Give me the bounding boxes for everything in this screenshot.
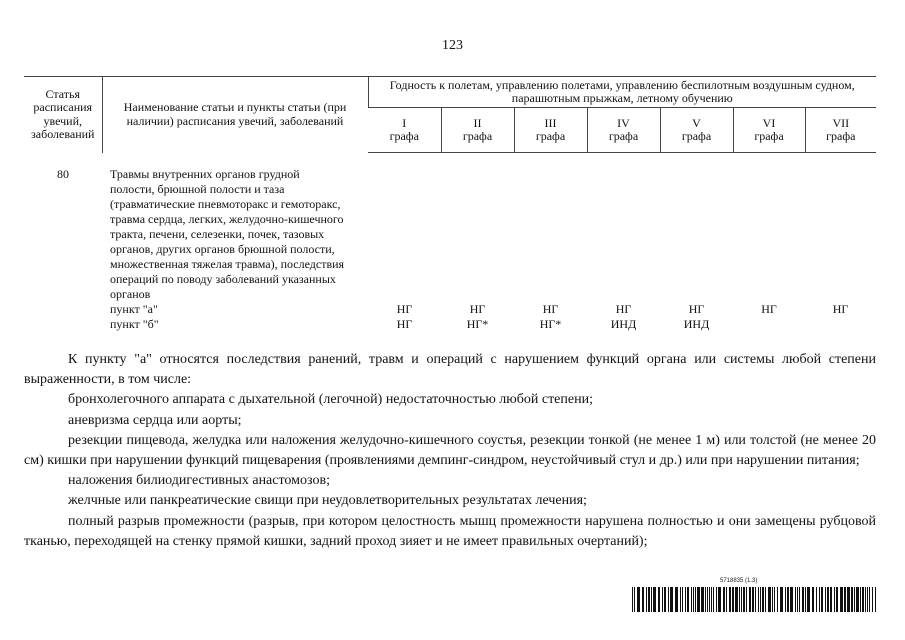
barcode-bar [825, 587, 826, 612]
barcode-bar [662, 587, 663, 612]
barcode-bar [637, 587, 640, 612]
header-graph: III графа [514, 108, 587, 153]
barcode-bar [777, 587, 778, 612]
barcode-bar [729, 587, 731, 612]
point-row [24, 317, 876, 332]
barcode-bar [840, 587, 843, 612]
barcode-bar [680, 587, 681, 612]
barcode-bar [687, 587, 689, 612]
barcode-bar [821, 587, 823, 612]
barcode-bar [795, 587, 796, 612]
barcode-bar [872, 587, 873, 612]
barcode-bar [765, 587, 766, 612]
barcode-bar [749, 587, 751, 612]
barcode-bar [812, 587, 814, 612]
fitness-category: НГ [761, 301, 777, 316]
fitness-category: ИНД [683, 316, 710, 331]
barcode-bar [726, 587, 727, 612]
barcode-bar [709, 587, 710, 612]
barcode-bar [755, 587, 756, 612]
barcode-bar [802, 587, 804, 612]
paragraph: аневризма сердца или аорты; [68, 412, 242, 428]
header-article: Статья расписания увечий, заболеваний [24, 77, 102, 153]
barcode-bar [691, 587, 692, 612]
fitness-category: НГ [469, 301, 486, 316]
article-title-line: органов [110, 286, 151, 301]
fitness-category: НГ [542, 301, 559, 316]
fitness-table [24, 76, 876, 332]
header-graph: VII графа [805, 108, 876, 153]
barcode-bar [735, 587, 738, 612]
paragraph: желчные или панкреатические свищи при неудовлетворительных результатах лечения; [68, 493, 587, 509]
barcode-bar [642, 587, 644, 612]
barcode-bar [854, 587, 855, 612]
barcode-bar [741, 587, 742, 612]
fitness-category [805, 317, 876, 332]
barcode-bar [713, 587, 714, 612]
barcode-bar [851, 587, 853, 612]
article-title-line: тракта, печени, селезенки, почек, тазовых [110, 226, 325, 241]
paragraph: резекции пищевода, желудка или наложения желудочно-кишечного соустья, резекции тонкой (не менее 1 м) или толстой (не менее 20 см) кишки при нарушении функций пищеварения (проявлениями демпинг-синдром, неустойчивый стул и др.) или при нарушении питания; [24, 432, 876, 469]
article-number: 80 [57, 166, 69, 181]
header-graph: VI графа [733, 108, 805, 153]
point-label: пункт "а" [110, 301, 158, 316]
barcode-bar [664, 587, 666, 612]
header-name: Наименование статьи и пункты статьи (при наличии) расписания увечий, заболеваний [102, 77, 368, 153]
barcode-bar [865, 587, 866, 612]
barcode-bar [856, 587, 859, 612]
barcode-bar [682, 587, 683, 612]
barcode-bar [805, 587, 806, 612]
barcode-bar [653, 587, 656, 612]
paragraph: К пункту "а" относятся последствия ранений, травм и операций с нарушением функций органа или системы любой степени выраженности, в том числе: [24, 352, 876, 388]
fitness-category: НГ [688, 301, 705, 316]
barcode-bar [705, 587, 706, 612]
barcode-bar [718, 587, 721, 612]
barcode-bar [675, 587, 678, 612]
fitness-category: НГ* [539, 316, 562, 331]
point-label: пункт "б" [110, 316, 159, 331]
barcode-bar [836, 587, 838, 612]
article-title [102, 153, 368, 302]
fitness-category: НГ [396, 301, 413, 316]
barcode-bar [739, 587, 740, 612]
document-barcode [632, 578, 876, 612]
barcode-bar [648, 587, 650, 612]
barcode-bar [646, 587, 647, 612]
fitness-category: ИНД [610, 316, 637, 331]
barcode-bar [716, 587, 717, 612]
article-title-line: органов, других органов брюшной полости, [110, 241, 335, 256]
article-title-line: (травматические пневмоторакс и гемоторакс, [110, 196, 341, 211]
barcode-bar [634, 587, 635, 612]
barcode-bar [819, 587, 820, 612]
barcode-bar [743, 587, 745, 612]
barcode-bar [780, 587, 783, 612]
barcode-bar [701, 587, 704, 612]
barcode-bar [860, 587, 861, 612]
article-title-line: травма сердца, легких, желудочно-кишечного [110, 211, 344, 226]
barcode-bar [827, 587, 829, 612]
paragraph: бронхолегочного аппарата с дыхательной (легочной) недостаточностью любой степени; [68, 392, 593, 408]
barcode-bar [834, 587, 835, 612]
barcode-bar [790, 587, 793, 612]
header-graph: I графа [368, 108, 441, 153]
barcode-bar [867, 587, 868, 612]
barcode-bar [685, 587, 686, 612]
barcode-bar [869, 587, 870, 612]
barcode-bar [651, 587, 652, 612]
barcode-bar [768, 587, 771, 612]
barcode-bar [862, 587, 864, 612]
barcode-bar [816, 587, 817, 612]
header-graph: II графа [441, 108, 514, 153]
article-title-line: операций по поводу заболеваний указанных [110, 271, 336, 286]
barcode-bar [668, 587, 669, 612]
barcode-bar [875, 587, 876, 612]
barcode-bar [762, 587, 764, 612]
barcode-bar [695, 587, 696, 612]
barcode-bar [758, 587, 759, 612]
barcode-bar [760, 587, 761, 612]
barcode-bar [732, 587, 734, 612]
barcode-icon [632, 587, 876, 612]
fitness-category: НГ* [466, 316, 489, 331]
barcode-bar [830, 587, 832, 612]
article-title-line: полости, брюшной полости и таза [110, 181, 285, 196]
header-fitness-group: Годность к полетам, управлению полетами, управлению беспилотным воздушным судном, парашютным прыжкам, летному обучению [368, 77, 876, 108]
barcode-bar [693, 587, 694, 612]
paragraph: наложения билиодигестивных анастомозов; [68, 473, 330, 489]
barcode-bar [658, 587, 660, 612]
barcode-bar [787, 587, 789, 612]
article-title-line: Травмы внутренних органов грудной [110, 166, 300, 181]
barcode-bar [711, 587, 712, 612]
paragraph: полный разрыв промежности (разрыв, при котором целостность мышц промежности нарушена полностью и они замещены рубцовой тканью, переходящей на стенку прямой кишки, задний проход зияет и не имеет правильных очертаний); [24, 513, 876, 549]
barcode-bar [632, 587, 633, 612]
barcode-bar [785, 587, 786, 612]
fitness-category: НГ [615, 301, 632, 316]
barcode-bar [797, 587, 798, 612]
header-graph: V графа [660, 108, 733, 153]
barcode-bar [746, 587, 747, 612]
fitness-category [733, 317, 805, 332]
fitness-category: НГ [832, 301, 849, 316]
header-graph: IV графа [587, 108, 660, 153]
barcode-bar [723, 587, 725, 612]
fitness-category: НГ [396, 316, 413, 331]
barcode-label: 5718835 (1.3) [720, 578, 758, 584]
barcode-bar [752, 587, 754, 612]
barcode-bar [774, 587, 775, 612]
page-number: 123 [442, 38, 463, 53]
barcode-bar [670, 587, 673, 612]
barcode-bar [844, 587, 846, 612]
barcode-bar [707, 587, 708, 612]
barcode-bar [799, 587, 800, 612]
point-row [24, 302, 876, 317]
barcode-bar [697, 587, 700, 612]
barcode-bar [772, 587, 773, 612]
explanatory-text [24, 350, 876, 552]
barcode-bar [807, 587, 810, 612]
article-title-line: множественная тяжелая травма), последствия [110, 256, 345, 271]
barcode-bar [847, 587, 850, 612]
